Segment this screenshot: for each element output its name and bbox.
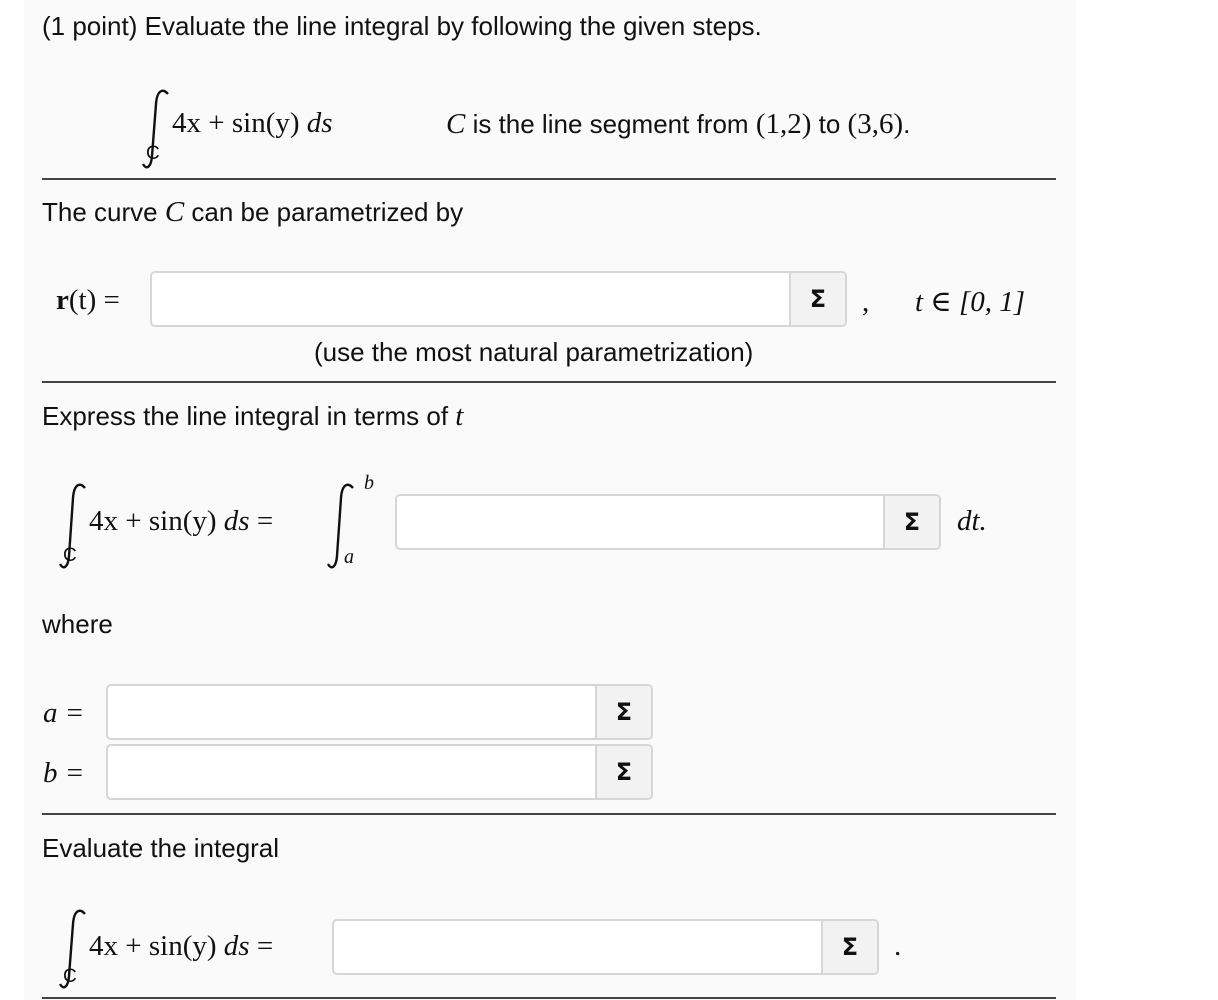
divider — [42, 997, 1056, 999]
r-of-t-input[interactable] — [152, 273, 789, 325]
lower-limit: a — [344, 546, 354, 568]
step3-lhs: 4x + sin(y) ds = — [89, 930, 274, 962]
equation-editor-icon[interactable]: Σ — [595, 686, 651, 738]
divider — [42, 813, 1056, 815]
equation-editor-icon[interactable]: Σ — [883, 496, 939, 548]
comma: , — [862, 286, 870, 318]
dt-label: dt. — [957, 505, 987, 537]
divider — [42, 381, 1056, 383]
parametrization-hint: (use the most natural parametrization) — [314, 337, 754, 367]
integral-path-sub: C — [63, 545, 77, 566]
a-label: a = — [43, 697, 85, 729]
r-of-t-field[interactable] — [150, 271, 847, 327]
divider — [42, 178, 1056, 180]
upper-limit-field[interactable] — [106, 744, 653, 800]
b-label: b = — [43, 757, 85, 789]
upper-limit-input[interactable] — [108, 746, 595, 798]
lower-limit-field[interactable] — [106, 684, 653, 740]
period: . — [894, 930, 902, 962]
final-answer-input[interactable] — [334, 921, 821, 973]
equation-editor-icon[interactable]: Σ — [789, 273, 845, 325]
integral-path-sub: C — [63, 966, 77, 987]
step2-lhs: 4x + sin(y) ds = — [89, 505, 274, 537]
where-label: where — [42, 609, 113, 639]
problem-statement: C is the line segment from (1,2) to (3,6). — [446, 108, 911, 140]
r-of-t-label: r(t) = — [56, 284, 120, 316]
final-answer-field[interactable] — [332, 919, 879, 975]
equation-editor-icon[interactable]: Σ — [595, 746, 651, 798]
integral-path-sub: C — [146, 143, 160, 164]
step1-text: The curve C can be parametrized by — [42, 196, 464, 228]
step3-text: Evaluate the integral — [42, 833, 280, 863]
parameter-domain: t ∈ [0, 1] — [915, 286, 1026, 318]
problem-integrand: 4x + sin(y) ds — [172, 107, 333, 139]
step2-text: Express the line integral in terms of t — [42, 400, 464, 432]
lower-limit-input[interactable] — [108, 686, 595, 738]
integrand-in-t-input[interactable] — [397, 496, 883, 548]
problem-intro: (1 point) Evaluate the line integral by following the given steps. — [42, 11, 762, 41]
equation-editor-icon[interactable]: Σ — [821, 921, 877, 973]
integrand-in-t-field[interactable] — [395, 494, 941, 550]
upper-limit: b — [364, 472, 374, 494]
